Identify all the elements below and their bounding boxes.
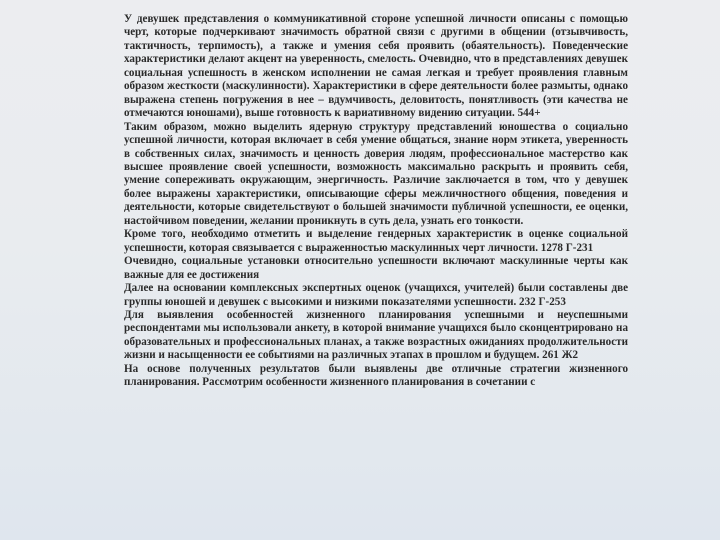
paragraph-core-structure: Таким образом, можно выделить ядерную структуру представлений юношества о социально успешной личности, которая включает в себя умение общаться, знание норм этикета, уверенность в собственных силах, значимость и ценность доверия людям, профессиональное мастерство как высшее проявление своей успешности, возможность максимально раскрыть и проявить себя, умение сопереживать окружающим, энергичность. Различие заключается в том, что у девушек более выражены характеристики, описывающие сферы межличностного общения, поведения и деятельности, которые свидетельствуют о большей значимости публичной успешности, ее оценки, настойчивом поведении, желании проникнуть в суть дела, узнать его тонкости. bbox=[124, 120, 628, 227]
paragraph-expert-assessment: Далее на основании комплексных экспертных оценок (учащихся, учителей) были составлены две группы юношей и девушек с высокими и низкими показателями успешности. 232 Г-253 bbox=[124, 282, 628, 308]
paragraph-two-strategies: На основе полученных результатов были выявлены две отличные стратегии жизненного планирования. Рассмотрим особенности жизненного планирования в сочетании с bbox=[124, 362, 628, 389]
text-block bbox=[124, 13, 628, 390]
paragraph-social-attitudes: Очевидно, социальные установки относительно успешности включают маскулинные черты как важные для ее достижения bbox=[124, 255, 628, 281]
paragraph-gender-characteristics: Кроме того, необходимо отметить и выделение гендерных характеристик в оценке социальной успешности, которая связывается с выраженностью маскулинных черт личности. 1278 Г-231 bbox=[124, 228, 628, 254]
paragraph-life-planning-survey: Для выявления особенностей жизненного планирования успешными и неуспешными респондентами мы использовали анкету, в которой внимание учащихся было сконцентрировано на образовательных и профессиональных планах, а также возрастных ожиданиях продолжительности жизни и насыщенности ее событиями на различных этапах в прошлом и будущем. 261 Ж2 bbox=[124, 308, 628, 362]
paragraph-girls-representation: У девушек представления о коммуникативной стороне успешной личности описаны с помощью черт, которые подчеркивают значимость обратной связи с другими в общении (отзывчивость, тактичность, терпимость), а также и умения себя проявить (обаятельность). Поведенческие характеристики делают акцент на уверенность, смелость. Очевидно, что в представлениях девушек социальная успешность в женском исполнении не самая легкая и требует проявления главным образом жесткости (маскулинности). Характеристики в сфере деятельности более размыты, однако выражена степень погружения в нее – вдумчивость, деловитость, понятливость (эти качества не отмечаются юношами), выше готовность к вариативному видению ситуации. 544+ bbox=[124, 13, 628, 120]
